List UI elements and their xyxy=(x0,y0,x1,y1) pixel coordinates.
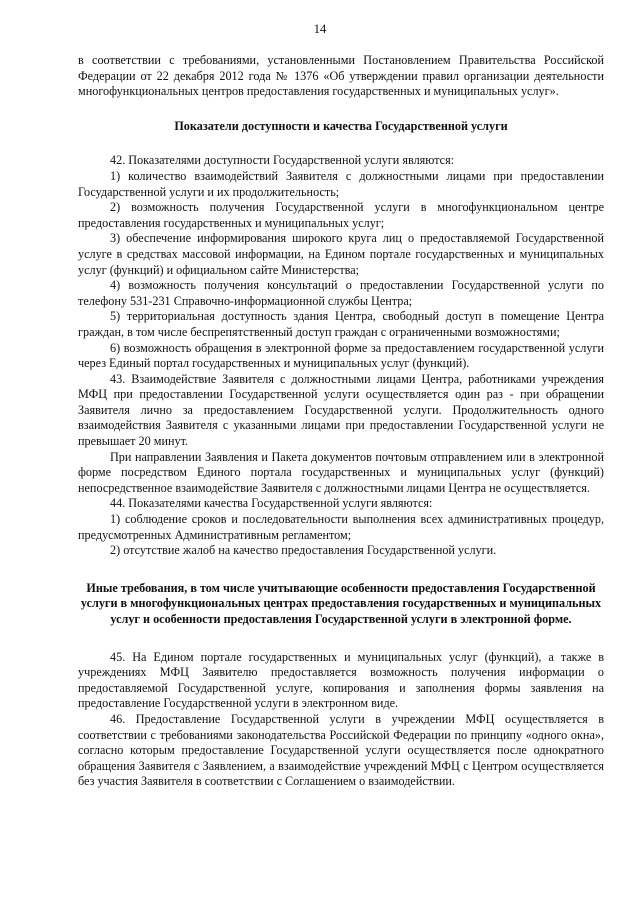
list-item-44-1: 1) соблюдение сроков и последовательности выполнения всех административных процедур, предусмотренных Административным регламентом; xyxy=(78,512,604,542)
paragraph-44: 44. Показателями качества Государственной услуги являются: xyxy=(110,496,433,511)
section-heading-other-requirements: Иные требования, в том числе учитывающие особенности предоставления Государственной услуги в многофункциональных центрах предоставления государственных и муниципальных услуг и особенности предоставления Государственной услуги в электронной форме. xyxy=(80,580,602,626)
list-item-42-1: 1) количество взаимодействий Заявителя с должностными лицами при предоставлении Государственной услуги и их продолжительность; xyxy=(78,168,604,199)
paragraph-43-mail: При направлении Заявления и Пакета документов почтовым отправлением или в электронной форме посредством Единого портала государственных и муниципальных услуг (функций) непосредственное взаимодействие Заявителя с должностными лицами Центра не осуществляется. xyxy=(78,449,604,495)
list-item-42-6: 6) возможность обращения в электронной форме за предоставлением государственной услуги через Единый портал государственных и муниципальных услуг (функций). xyxy=(78,340,604,371)
section-heading-accessibility: Показатели доступности и качества Государственной услуги xyxy=(174,118,508,133)
list-item-44-2: 2) отсутствие жалоб на качество предоставления Государственной услуги. xyxy=(110,543,497,558)
paragraph-continuation: в соответствии с требованиями, установленными Постановлением Правительства Российской Федерации от 22 декабря 2012 года № 1376 «Об утверждении правил организации деятельности многофункциональных центров предоставления государственных и муниципальных услуг». xyxy=(78,53,604,99)
list-item-42-2: 2) возможность получения Государственной услуги в многофункциональном центре предоставления государственных и муниципальных услуг; xyxy=(78,200,604,230)
list-item-42-4: 4) возможность получения консультаций о предоставлении Государственной услуги по телефону 531-231 Справочно-информационной службы Центра; xyxy=(78,278,604,308)
paragraph-42: 42. Показателями доступности Государственной услуги являются: xyxy=(110,153,455,168)
list-item-42-3: 3) обеспечение информирования широкого круга лиц о предоставляемой Государственной услуге в средствах массовой информации, на Едином портале государственных и муниципальных услуг (функций) и официальном сайте Министерства; xyxy=(78,231,604,277)
paragraph-45: 45. На Едином портале государственных и муниципальных услуг (функций), а также в учреждениях МФЦ Заявителю предоставляется возможность получения информации о предоставляемой Государственной услуге, копирования и заполнения формы заявления на предоставление Государственной услуги в электронном виде. xyxy=(78,649,604,711)
paragraph-43: 43. Взаимодействие Заявителя с должностными лицами Центра, работниками учреждения МФЦ при предоставлении Государственной услуги осуществляется один раз - при обращении Заявителя лично за предоставлением Государственной услуги. Продолжительность одного взаимодействия Заявителя с указанными лицами при предоставлении Государственной услуги не превышает 20 минут. xyxy=(78,371,604,449)
paragraph-46: 46. Предоставление Государственной услуги в учреждении МФЦ осуществляется в соответствии с требованиями законодательства Российской Федерации по принципу «одного окна», согласно которым предоставление Государственной услуги осуществляется после однократного обращения Заявителя с Заявлением, а взаимодействие учреждений МФЦ с Центром осуществляется без участия Заявителя в соответствии с Соглашением о взаимодействии. xyxy=(78,711,604,789)
page-number: 14 xyxy=(313,22,327,36)
document-body xyxy=(78,53,604,790)
list-item-42-5: 5) территориальная доступность здания Центра, свободный доступ в помещение Центра граждан, в том числе беспрепятственный доступ граждан с ограниченными возможностями; xyxy=(78,309,604,339)
